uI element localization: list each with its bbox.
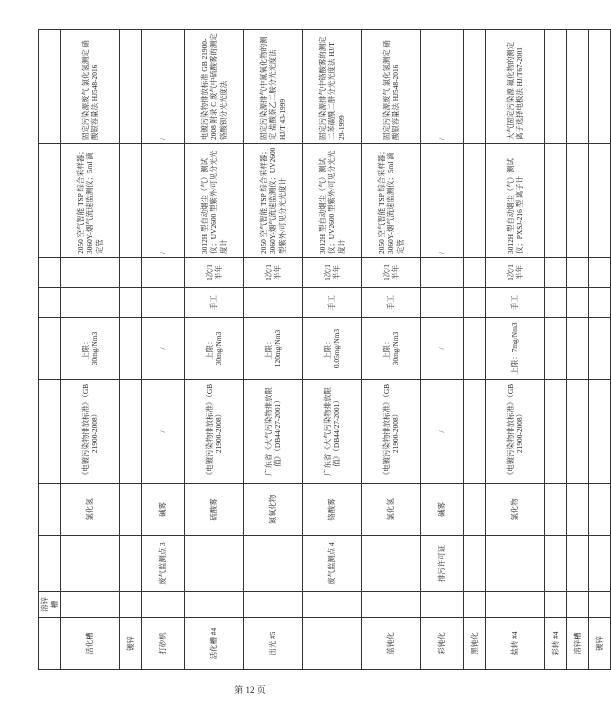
table-cell-c6 <box>120 288 142 318</box>
rotated-table-page <box>38 30 604 670</box>
table-cell-c4: 《电镀污染物排放标准》（GB 21900-2008） <box>362 380 421 484</box>
table-cell-c2 <box>244 536 303 592</box>
table-cell-c3 <box>567 484 589 536</box>
table-cell-c2 <box>61 536 120 592</box>
table-cell-c2: 废气监测点 3 <box>142 536 185 592</box>
table-body <box>39 30 611 670</box>
table-cell-c8: 3012H 型自动烟尘（气）测试仪；UV2600 型紫外/可见分光光度计 <box>303 144 362 258</box>
table-cell-c3: 碱雾 <box>142 484 185 536</box>
table-cell-c3 <box>545 484 567 536</box>
table-cell-c3: 碱雾 <box>421 484 464 536</box>
table-cell-c9: 固定污染源排气中氮氧化物的测定 盐酸萘乙二胺分光光度法 HJ/T 43-1999 <box>244 30 303 144</box>
monitoring-table <box>38 29 611 670</box>
table-cell-c7 <box>39 258 61 288</box>
table-cell-c0: 活化槽 <box>61 618 120 670</box>
table-row <box>185 30 244 670</box>
table-cell-c8 <box>120 144 142 258</box>
table-cell-c1 <box>244 592 303 618</box>
table-cell-c1 <box>61 592 120 618</box>
table-row <box>142 30 185 670</box>
table-cell-c8: 3012H 型自动烟尘（气）测试仪；PXSJ-216 型 离子计 <box>486 144 545 258</box>
table-cell-c0: 打砂机 <box>142 618 185 670</box>
table-cell-c4: / <box>142 380 185 484</box>
table-cell-c4 <box>567 380 589 484</box>
table-row <box>120 30 142 670</box>
table-cell-c2 <box>545 536 567 592</box>
table-cell-c5: 上限：30mg/Nm3 <box>61 318 120 380</box>
table-cell-c6: 手工 <box>362 288 421 318</box>
table-cell-c7 <box>120 258 142 288</box>
table-cell-c1 <box>421 592 464 618</box>
table-cell-c9 <box>545 30 567 144</box>
table-cell-c5: 上限：30mg/Nm3 <box>362 318 421 380</box>
table-cell-c6 <box>142 288 185 318</box>
table-row <box>567 30 589 670</box>
table-cell-c6: 手工 <box>486 288 545 318</box>
table-cell-c2 <box>39 536 61 592</box>
table-row <box>464 30 486 670</box>
table-cell-c4 <box>545 380 567 484</box>
table-cell-c9: 电镀污染物排放标准 GB 21900-2008 附录 C 废气中硫酸雾的测定 铬酸钡分光光度法 <box>185 30 244 144</box>
table-cell-c4: 广东省《大气污染物排放限值》（DB44/27-2001） <box>244 380 303 484</box>
table-cell-c7 <box>589 258 611 288</box>
table-cell-c4: 广东省《大气污染物排放限值》（DB44/27-2001） <box>303 380 362 484</box>
table-row <box>545 30 567 670</box>
table-row <box>589 30 611 670</box>
table-cell-c9 <box>120 30 142 144</box>
table-cell-c4 <box>120 380 142 484</box>
table-cell-c7 <box>421 258 464 288</box>
table-cell-c5 <box>464 318 486 380</box>
table-cell-c7: 1次/1半年 <box>486 258 545 288</box>
table-cell-c2 <box>362 536 421 592</box>
table-cell-c1 <box>185 592 244 618</box>
table-cell-c5 <box>567 318 589 380</box>
table-cell-c3: 氯化物 <box>486 484 545 536</box>
table-cell-c9 <box>567 30 589 144</box>
table-cell-c1 <box>362 592 421 618</box>
table-row <box>244 30 303 670</box>
table-cell-c1: 溶锌槽 <box>39 592 61 618</box>
table-cell-c1 <box>589 592 611 618</box>
table-cell-c6 <box>589 288 611 318</box>
table-cell-c6 <box>39 288 61 318</box>
table-cell-c3: 硫酸雾 <box>185 484 244 536</box>
table-cell-c7: 1次/1半年 <box>362 258 421 288</box>
table-row <box>39 30 61 670</box>
table-cell-c5 <box>120 318 142 380</box>
table-cell-c3: 铬酸雾 <box>303 484 362 536</box>
table-cell-c3: 氯化氢 <box>362 484 421 536</box>
table-cell-c1 <box>545 592 567 618</box>
table-cell-c5: 上限：0.05mg/Nm3 <box>303 318 362 380</box>
table-cell-c2: 废气监测点 4 <box>303 536 362 592</box>
table-cell-c4: / <box>421 380 464 484</box>
table-cell-c9: / <box>421 30 464 144</box>
table-cell-c5: 上限：120mg/Nm3 <box>244 318 303 380</box>
table-cell-c1 <box>567 592 589 618</box>
table-cell-c5: 上限：7mg/Nm3 <box>486 318 545 380</box>
table-cell-c5: / <box>142 318 185 380</box>
table-cell-c4 <box>464 380 486 484</box>
table-cell-c3: 氯化氢 <box>61 484 120 536</box>
table-cell-c5 <box>39 318 61 380</box>
table-cell-c3: 氮氧化物 <box>244 484 303 536</box>
table-cell-c0: 溶锌槽 <box>567 618 589 670</box>
table-cell-c3 <box>464 484 486 536</box>
table-cell-c5: / <box>421 318 464 380</box>
table-cell-c8 <box>589 144 611 258</box>
page-number: 第 12 页 <box>234 685 266 695</box>
table-cell-c2 <box>464 536 486 592</box>
table-row <box>486 30 545 670</box>
table-cell-c1 <box>120 592 142 618</box>
table-cell-c8 <box>39 144 61 258</box>
table-cell-c2: 排污许可证 <box>421 536 464 592</box>
table-cell-c7: 1次/1半年 <box>244 258 303 288</box>
table-cell-c5 <box>545 318 567 380</box>
table-cell-c7 <box>464 258 486 288</box>
table-cell-c4: 《电镀污染物排放标准》（GB 21900-2008） <box>185 380 244 484</box>
table-cell-c8: 3012H 型自动烟尘（气）测试仪；UV2600 型紫外/可见分光光度计 <box>185 144 244 258</box>
table-cell-c9: 固定污染源废气 氯化氢测定 硝酸银容量法 HJ548-2016 <box>362 30 421 144</box>
table-cell-c9 <box>589 30 611 144</box>
table-row <box>362 30 421 670</box>
table-cell-c2 <box>185 536 244 592</box>
table-cell-c0: 彩钝化 <box>421 618 464 670</box>
table-cell-c4 <box>39 380 61 484</box>
table-cell-c9: 固定污染源废气 氯化氢测定 硝酸银容量法 HJ548-2016 <box>61 30 120 144</box>
table-cell-c7: 1次/1半年 <box>185 258 244 288</box>
table-cell-c2 <box>120 536 142 592</box>
table-cell-c4: 《电镀污染物排放标准》（GB 21900-2008） <box>61 380 120 484</box>
table-cell-c5: 上限：30mg/Nm3 <box>185 318 244 380</box>
table-cell-c9: 固定污染源排气中铬酸雾的测定 二苯碳酰二肼分光光度法 HJ/T 29-1999 <box>303 30 362 144</box>
table-cell-c0: 镀锌 <box>120 618 142 670</box>
table-row <box>421 30 464 670</box>
table-cell-c8 <box>545 144 567 258</box>
table-cell-c8: / <box>142 144 185 258</box>
table-cell-c6 <box>567 288 589 318</box>
table-cell-c9 <box>39 30 61 144</box>
table-row <box>303 30 362 670</box>
table-cell-c3 <box>589 484 611 536</box>
table-cell-c1 <box>464 592 486 618</box>
table-cell-c7 <box>61 258 120 288</box>
table-row <box>61 30 120 670</box>
table-cell-c7 <box>567 258 589 288</box>
table-cell-c9: / <box>142 30 185 144</box>
table-cell-c7: 1次/1半年 <box>303 258 362 288</box>
table-cell-c6 <box>421 288 464 318</box>
table-cell-c0 <box>303 618 362 670</box>
table-cell-c8: 2050 空气智能 TSP 综合采样器；3060Y-烟气流速监测仪；UV2600 型紫外/可见分光光度计 <box>244 144 303 258</box>
table-cell-c6 <box>545 288 567 318</box>
table-cell-c4 <box>589 380 611 484</box>
table-cell-c5 <box>589 318 611 380</box>
table-cell-c8: 2050 空气智能 TSP 综合采样器；3060Y-烟气流速监测仪；5ml 滴定管 <box>362 144 421 258</box>
table-cell-c1 <box>142 592 185 618</box>
table-cell-c3 <box>120 484 142 536</box>
table-cell-c2 <box>589 536 611 592</box>
table-cell-c9 <box>464 30 486 144</box>
table-cell-c8: / <box>421 144 464 258</box>
table-cell-c8 <box>464 144 486 258</box>
table-cell-c0: 活化槽 #4 <box>185 618 244 670</box>
table-cell-c0: 黑钝化 <box>464 618 486 670</box>
table-cell-c6: 手工 <box>303 288 362 318</box>
table-cell-c4: 《电镀污染物排放标准》（GB 21900-2008） <box>486 380 545 484</box>
table-cell-c0: 蓝钝化 <box>362 618 421 670</box>
table-cell-c0: 出光 #5 <box>244 618 303 670</box>
table-cell-c8: 2050 空气智能 TSP 综合采样器；3060Y-烟气流速监测仪；5ml 滴定管 <box>61 144 120 258</box>
table-cell-c9: 大气固定污染源 氟化物的测定 离子选择电极法 HJ/T67-2001 <box>486 30 545 144</box>
table-cell-c6 <box>464 288 486 318</box>
table-cell-c2 <box>567 536 589 592</box>
table-cell-c3 <box>39 484 61 536</box>
table-cell-c7 <box>142 258 185 288</box>
table-cell-c6 <box>61 288 120 318</box>
table-cell-c0 <box>39 618 61 670</box>
table-cell-c2 <box>486 536 545 592</box>
table-cell-c1 <box>486 592 545 618</box>
table-cell-c0: 彩转 #4 <box>545 618 567 670</box>
table-cell-c0: 镀锌 <box>589 618 611 670</box>
table-cell-c0: 盐转 #4 <box>486 618 545 670</box>
table-cell-c8 <box>567 144 589 258</box>
table-cell-c1 <box>303 592 362 618</box>
table-cell-c6: 手工 <box>185 288 244 318</box>
table-cell-c7 <box>545 258 567 288</box>
table-cell-c6 <box>244 288 303 318</box>
